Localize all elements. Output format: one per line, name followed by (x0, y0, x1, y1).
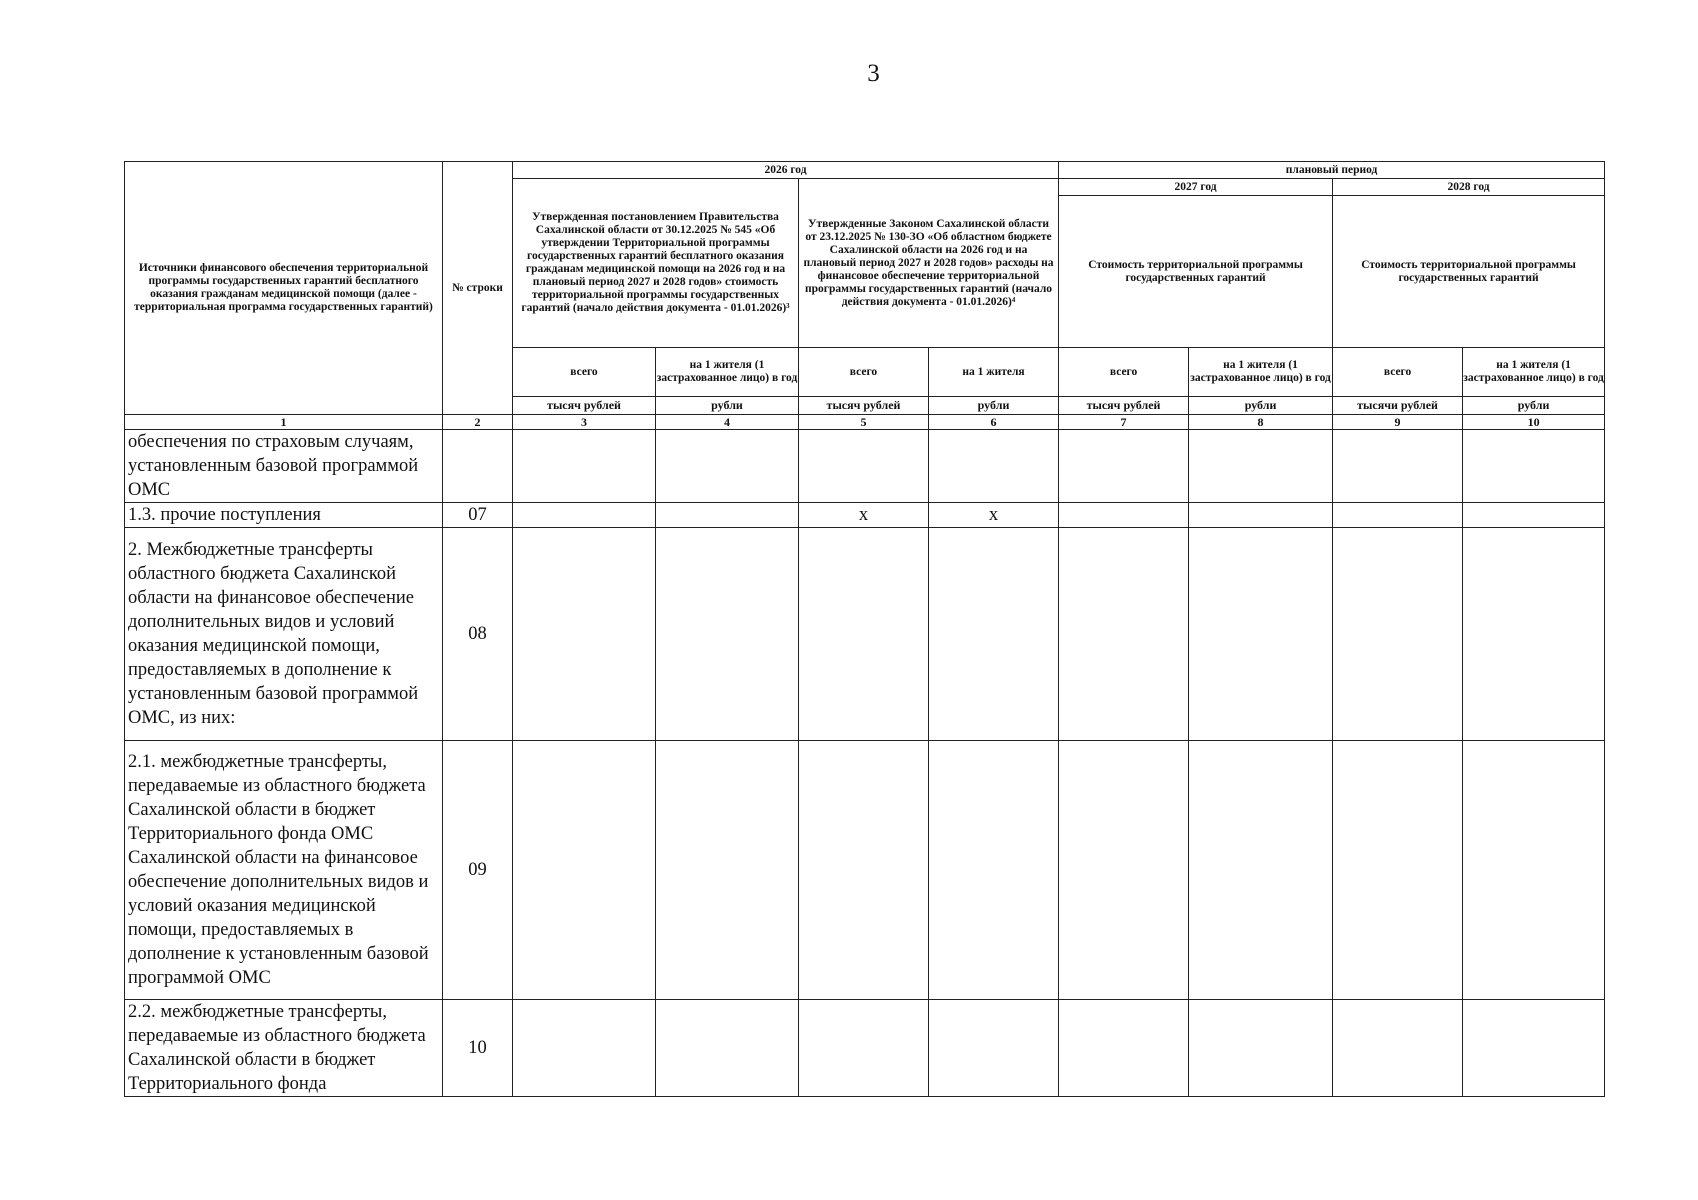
table-row (125, 503, 1605, 528)
table-cell (1059, 503, 1189, 528)
column-number: 7 (1059, 415, 1189, 430)
column-number: 3 (513, 415, 656, 430)
row-description: 1.3. прочие поступления (125, 503, 443, 528)
table-cell (799, 430, 929, 503)
header-planned-period: плановый период (1059, 162, 1605, 179)
table-cell (656, 430, 799, 503)
table-cell (799, 1000, 929, 1097)
subheader-col10: на 1 жителя (1 застрахованное лицо) в год (1463, 348, 1605, 397)
table-cell (1333, 528, 1463, 741)
column-number: 5 (799, 415, 929, 430)
table-cell (1189, 503, 1333, 528)
subheader-col8: на 1 жителя (1 застрахованное лицо) в год (1189, 348, 1333, 397)
table-cell (1189, 430, 1333, 503)
column-number: 4 (656, 415, 799, 430)
table-cell (929, 430, 1059, 503)
table-cell (1463, 528, 1605, 741)
table-cell (656, 741, 799, 1000)
table-cell (1333, 741, 1463, 1000)
row-number: 08 (443, 528, 513, 741)
table-row (125, 741, 1605, 1000)
table-cell (656, 528, 799, 741)
header-cost-2027: Стоимость территориальной программы государственных гарантий (1059, 196, 1333, 348)
header-approved-law: Утвержденные Законом Сахалинской области от 23.12.2025 № 130-ЗО «Об областном бюджете Сахалинской области на 2026 год и на плановый период 2027 и 2028 годов» расходы на финансовое обеспечение территориальной программы государственных гарантий (начало действия документа - 01.01.2026)⁴ (799, 179, 1059, 348)
column-number: 1 (125, 415, 443, 430)
financing-table (124, 161, 1605, 1097)
table-row (125, 1000, 1605, 1097)
unit-col10: рубли (1463, 397, 1605, 415)
column-number: 9 (1333, 415, 1463, 430)
unit-col9: тысячи рублей (1333, 397, 1463, 415)
subheader-col4: на 1 жителя (1 застрахованное лицо) в год (656, 348, 799, 397)
column-number: 2 (443, 415, 513, 430)
table-cell (513, 528, 656, 741)
table-cell (1463, 430, 1605, 503)
table-cell (1059, 430, 1189, 503)
table-cell (656, 1000, 799, 1097)
row-number: 10 (443, 1000, 513, 1097)
table-cell (1189, 528, 1333, 741)
table-row (125, 430, 1605, 503)
table-cell (1333, 1000, 1463, 1097)
table-cell: x (799, 503, 929, 528)
header-year-2026: 2026 год (513, 162, 1059, 179)
header-source-column: Источники финансового обеспечения территориальной программы государственных гарантий бесплатного оказания гражданам медицинской помощи (далее - территориальная программа государственных гарантий) (125, 162, 443, 415)
unit-col6: рубли (929, 397, 1059, 415)
table-cell (1463, 503, 1605, 528)
subheader-col6: на 1 жителя (929, 348, 1059, 397)
table-cell (656, 503, 799, 528)
subheader-col5: всего (799, 348, 929, 397)
table-cell (1463, 1000, 1605, 1097)
row-number: 07 (443, 503, 513, 528)
row-number: 09 (443, 741, 513, 1000)
unit-col5: тысяч рублей (799, 397, 929, 415)
table-cell (1333, 430, 1463, 503)
subheader-col3: всего (513, 348, 656, 397)
table-cell (929, 741, 1059, 1000)
table-cell (929, 528, 1059, 741)
row-number (443, 430, 513, 503)
table-cell (513, 741, 656, 1000)
header-year-2028: 2028 год (1333, 179, 1605, 196)
row-description: 2.1. межбюджетные трансферты, передаваемые из областного бюджета Сахалинской области в бюджет Территориального фонда ОМС Сахалинской области на финансовое обеспечение дополнительных видов и условий оказания медицинской помощи, предоставляемых в дополнение к установленным базовой программой ОМС (125, 741, 443, 1000)
header-row-number-column: № строки (443, 162, 513, 415)
row-description: обеспечения по страховым случаям, установленным базовой программой ОМС (125, 430, 443, 503)
unit-col8: рубли (1189, 397, 1333, 415)
unit-col4: рубли (656, 397, 799, 415)
table-cell (1059, 528, 1189, 741)
header-year-2027: 2027 год (1059, 179, 1333, 196)
table-cell (1189, 1000, 1333, 1097)
table-cell (1463, 741, 1605, 1000)
header-cost-2028: Стоимость территориальной программы государственных гарантий (1333, 196, 1605, 348)
subheader-col7: всего (1059, 348, 1189, 397)
header-approved-resolution: Утвержденная постановлением Правительства Сахалинской области от 30.12.2025 № 545 «Об утверждении Территориальной программы государственных гарантий бесплатного оказания гражданам медицинской помощи на 2026 год и на плановый период 2027 и 2028 годов» стоимость территориальной программы государственных гарантий (начало действия документа - 01.01.2026)³ (513, 179, 799, 348)
table-cell (799, 741, 929, 1000)
table-cell (929, 1000, 1059, 1097)
table-cell (513, 430, 656, 503)
unit-col3: тысяч рублей (513, 397, 656, 415)
page-number: 3 (867, 60, 880, 87)
table-cell (1189, 741, 1333, 1000)
table-cell (1059, 1000, 1189, 1097)
table-cell (513, 503, 656, 528)
unit-col7: тысяч рублей (1059, 397, 1189, 415)
table-cell (799, 528, 929, 741)
column-number: 6 (929, 415, 1059, 430)
table-cell (1333, 503, 1463, 528)
row-description: 2. Межбюджетные трансферты областного бюджета Сахалинской области на финансовое обеспечение дополнительных видов и условий оказания медицинской помощи, предоставляемых в дополнение к установленным базовой программой ОМС, из них: (125, 528, 443, 741)
column-number: 8 (1189, 415, 1333, 430)
table-cell (1059, 741, 1189, 1000)
table-cell: x (929, 503, 1059, 528)
row-description: 2.2. межбюджетные трансферты, передаваемые из областного бюджета Сахалинской области в бюджет Территориального фонда (125, 1000, 443, 1097)
table-cell (513, 1000, 656, 1097)
table-row (125, 528, 1605, 741)
subheader-col9: всего (1333, 348, 1463, 397)
column-number: 10 (1463, 415, 1605, 430)
